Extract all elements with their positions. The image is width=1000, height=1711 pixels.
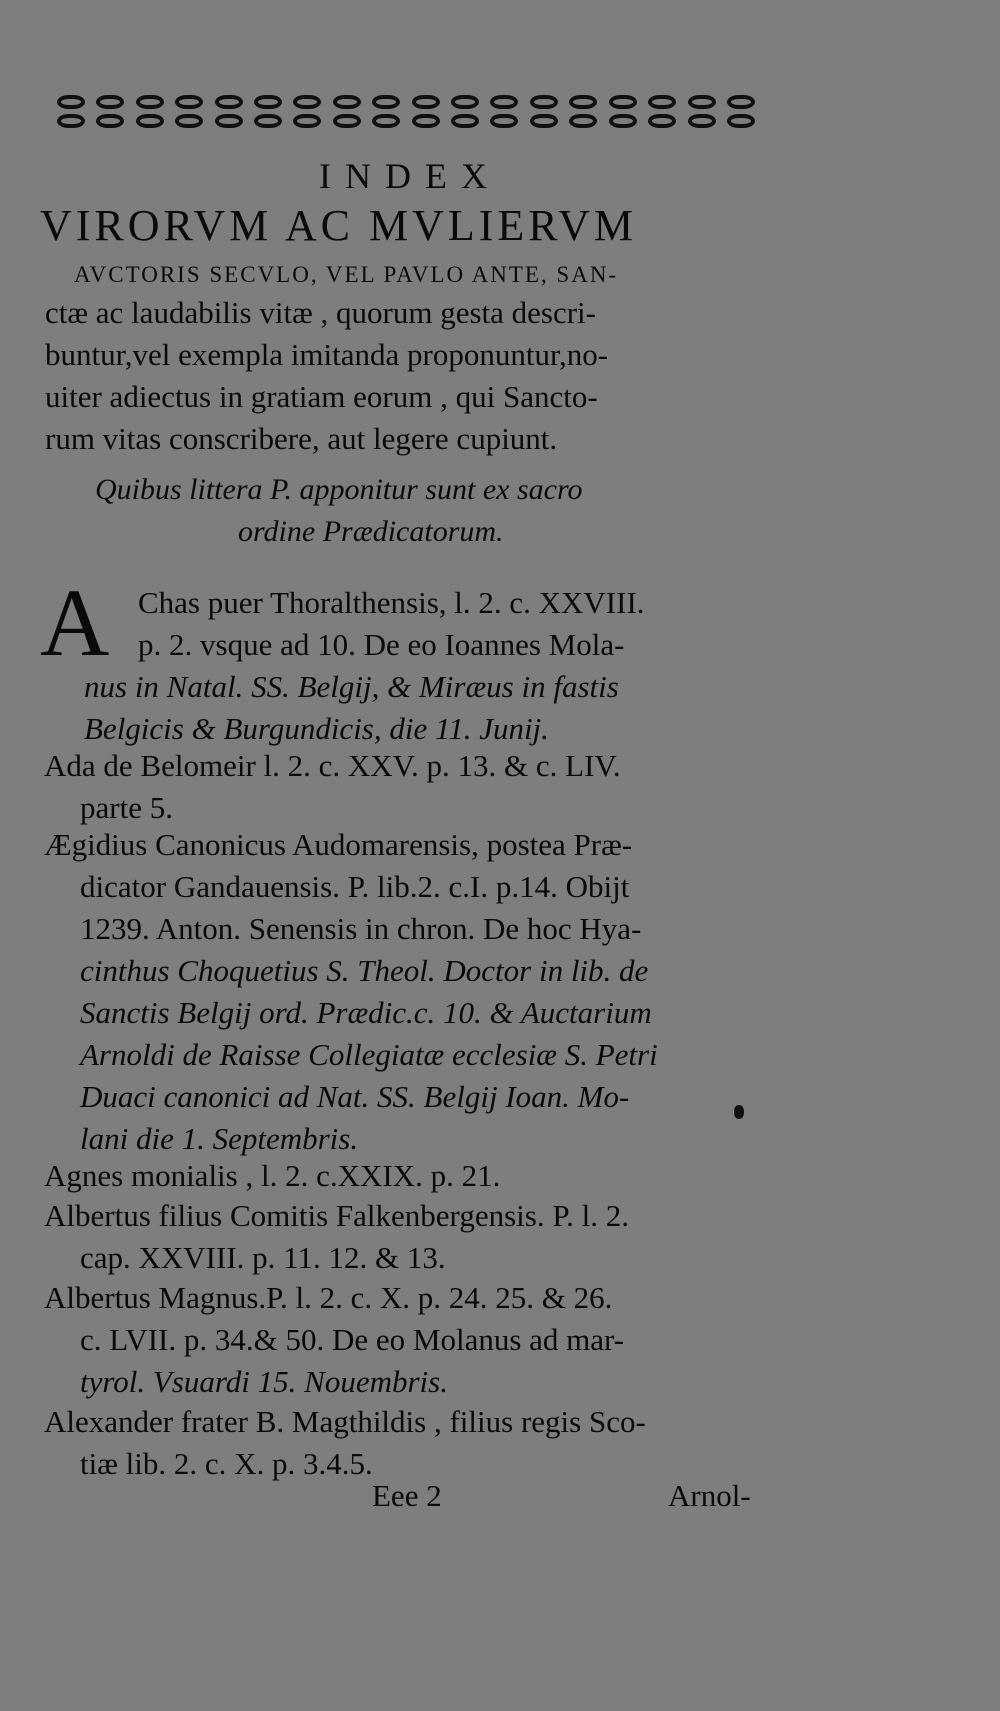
note-line: ordine Prædicatorum. [238,515,504,548]
catchword: Arnol- [668,1478,751,1513]
drop-cap: A [40,569,110,676]
entry-line: dicator Gandauensis. P. lib.2. c.I. p.14. Obijt [80,869,630,904]
ornament-unit [606,93,640,131]
ink-speck [734,1105,744,1119]
entry-line: Sanctis Belgij ord. Prædic.c. 10. & Auctarium [80,995,652,1030]
entry-line: Belgicis & Burgundicis, die 11. Junij. [84,711,549,746]
signature-mark: Eee 2 [372,1478,442,1513]
intro-line: rum vitas conscribere, aut legere cupiunt. [45,421,558,456]
ornament-unit [290,93,324,131]
intro-line: ctæ ac laudabilis vitæ , quorum gesta descri- [45,295,596,330]
entry-line: parte 5. [80,790,173,825]
entry-line: p. 2. vsque ad 10. De eo Ioannes Mola- [138,627,625,662]
ornament-unit [724,93,758,131]
entry-line: cap. XXVIII. p. 11. 12. & 13. [80,1240,446,1275]
ornament-unit [212,93,246,131]
ornament-unit [448,93,482,131]
note-line: Quibus littera P. apponitur sunt ex sacro [95,473,583,506]
entry-line: Agnes monialis , l. 2. c.XXIX. p. 21. [44,1158,501,1193]
ornament-unit [645,93,679,131]
intro-line: uiter adiectus in gratiam eorum , qui Sancto- [45,379,598,414]
entry-line: Ada de Belomeir l. 2. c. XXV. p. 13. & c. LIV. [44,748,621,783]
ornament-unit [409,93,443,131]
ornament-unit [172,93,206,131]
entry-line: 1239. Anton. Senensis in chron. De hoc Hya- [80,911,642,946]
ornament-unit [527,93,561,131]
entry-line: Alexander frater B. Magthildis , filius regis Sco- [44,1404,646,1439]
entry-line: Duaci canonici ad Nat. SS. Belgij Ioan. Mo- [80,1079,630,1114]
entry-line: cinthus Choquetius S. Theol. Doctor in lib. de [80,953,649,988]
entry-line: tyrol. Vsuardi 15. Nouembris. [80,1364,448,1399]
intro-line: buntur,vel exempla imitanda proponuntur,no- [45,337,609,372]
ornament-unit [566,93,600,131]
entry-line: Albertus Magnus.P. l. 2. c. X. p. 24. 25. & 26. [44,1280,613,1315]
entry-line: Arnoldi de Raisse Collegiatæ ecclesiæ S. Petri [80,1037,658,1072]
ornament-unit [133,93,167,131]
ornament-unit [330,93,364,131]
ornament-unit [93,93,127,131]
entry-line: c. LVII. p. 34.& 50. De eo Molanus ad mar- [80,1322,625,1357]
entry-line: Chas puer Thoralthensis, l. 2. c. XXVIII. [138,585,645,620]
ornament-unit [251,93,285,131]
ornament-unit [369,93,403,131]
ornament-unit [685,93,719,131]
entry-line: tiæ lib. 2. c. X. p. 3.4.5. [80,1446,373,1481]
ornament-unit [54,93,88,131]
ornament-unit [487,93,521,131]
entry-line: lani die 1. Septembris. [80,1121,359,1156]
page-title: INDEX [319,156,501,196]
page-subtitle: VIRORVM AC MVLIERVM [40,201,637,250]
ornament-band [54,90,758,134]
intro-line: AVCTORIS SECVLO, VEL PAVLO ANTE, SAN- [74,262,619,287]
entry-line: Ægidius Canonicus Audomarensis, postea Præ- [44,827,633,862]
entry-line: nus in Natal. SS. Belgij, & Miræus in fastis [84,669,619,704]
entry-line: Albertus filius Comitis Falkenbergensis. P. l. 2. [44,1198,629,1233]
